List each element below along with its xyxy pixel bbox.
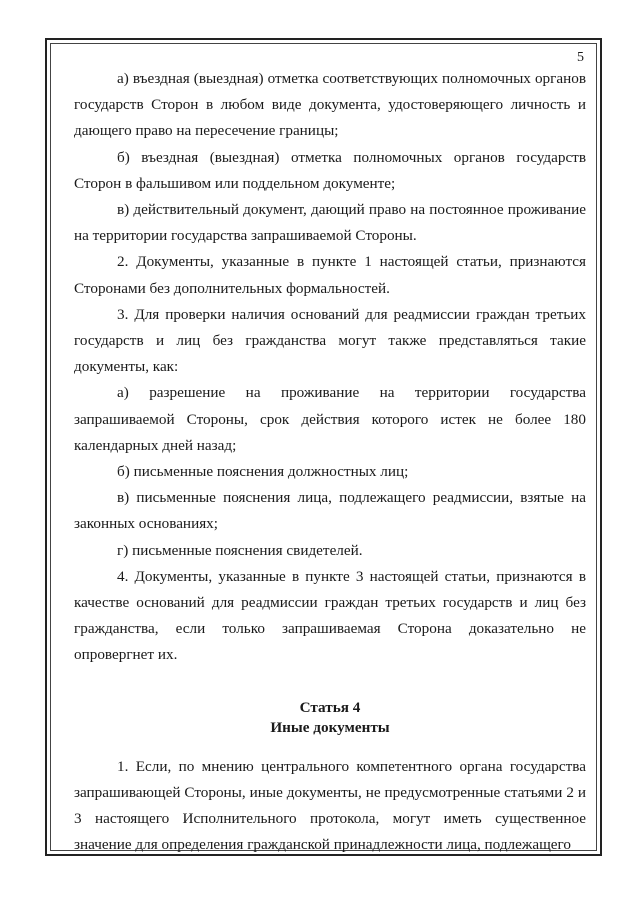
article-heading [74, 698, 586, 738]
document-body [74, 66, 586, 858]
article-number: Статья 4 [299, 698, 361, 716]
paragraph: а) въездная (выездная) отметка соответствующих полномочных органов государств Сторон в любом виде документа, удостоверяющего личность и дающего право на пересечение границы; [74, 70, 586, 140]
page-number: 5 [577, 50, 584, 65]
article-title: Иные документы [270, 718, 390, 736]
paragraph: б) письменные пояснения должностных лиц; [117, 463, 409, 481]
paragraph: а) разрешение на проживание на территории государства запрашиваемой Стороны, срок действия которого истек не более 180 календарных дней назад; [74, 384, 586, 454]
paragraph: 4. Документы, указанные в пункте 3 настоящей статьи, признаются в качестве оснований для реадмиссии граждан третьих государств и лиц без гражданства, если только запрашиваемая Сторона доказательно не опровергнет их. [74, 567, 586, 664]
paragraph: 1. Если, по мнению центрального компетентного органа государства запрашивающей Стороны, иные документы, не предусмотренные статьями 2 и 3 настоящего Исполнительного протокола, могут иметь существенное значение для определения гражданской принадлежности лица, подлежащего [74, 757, 586, 854]
paragraph: 2. Документы, указанные в пункте 1 настоящей статьи, признаются Сторонами без дополнительных формальностей. [74, 253, 586, 297]
paragraph: в) действительный документ, дающий право на постоянное проживание на территории государства запрашиваемой Стороны. [74, 201, 586, 245]
paragraph: в) письменные пояснения лица, подлежащего реадмиссии, взятые на законных основаниях; [74, 489, 586, 533]
paragraph: 3. Для проверки наличия оснований для реадмиссии граждан третьих государств и лиц без гражданства могут также представляться такие документы, как: [74, 305, 586, 376]
paragraph: б) въездная (выездная) отметка полномочных органов государств Сторон в фальшивом или поддельном документе; [74, 148, 586, 192]
paragraph: г) письменные пояснения свидетелей. [117, 541, 363, 559]
